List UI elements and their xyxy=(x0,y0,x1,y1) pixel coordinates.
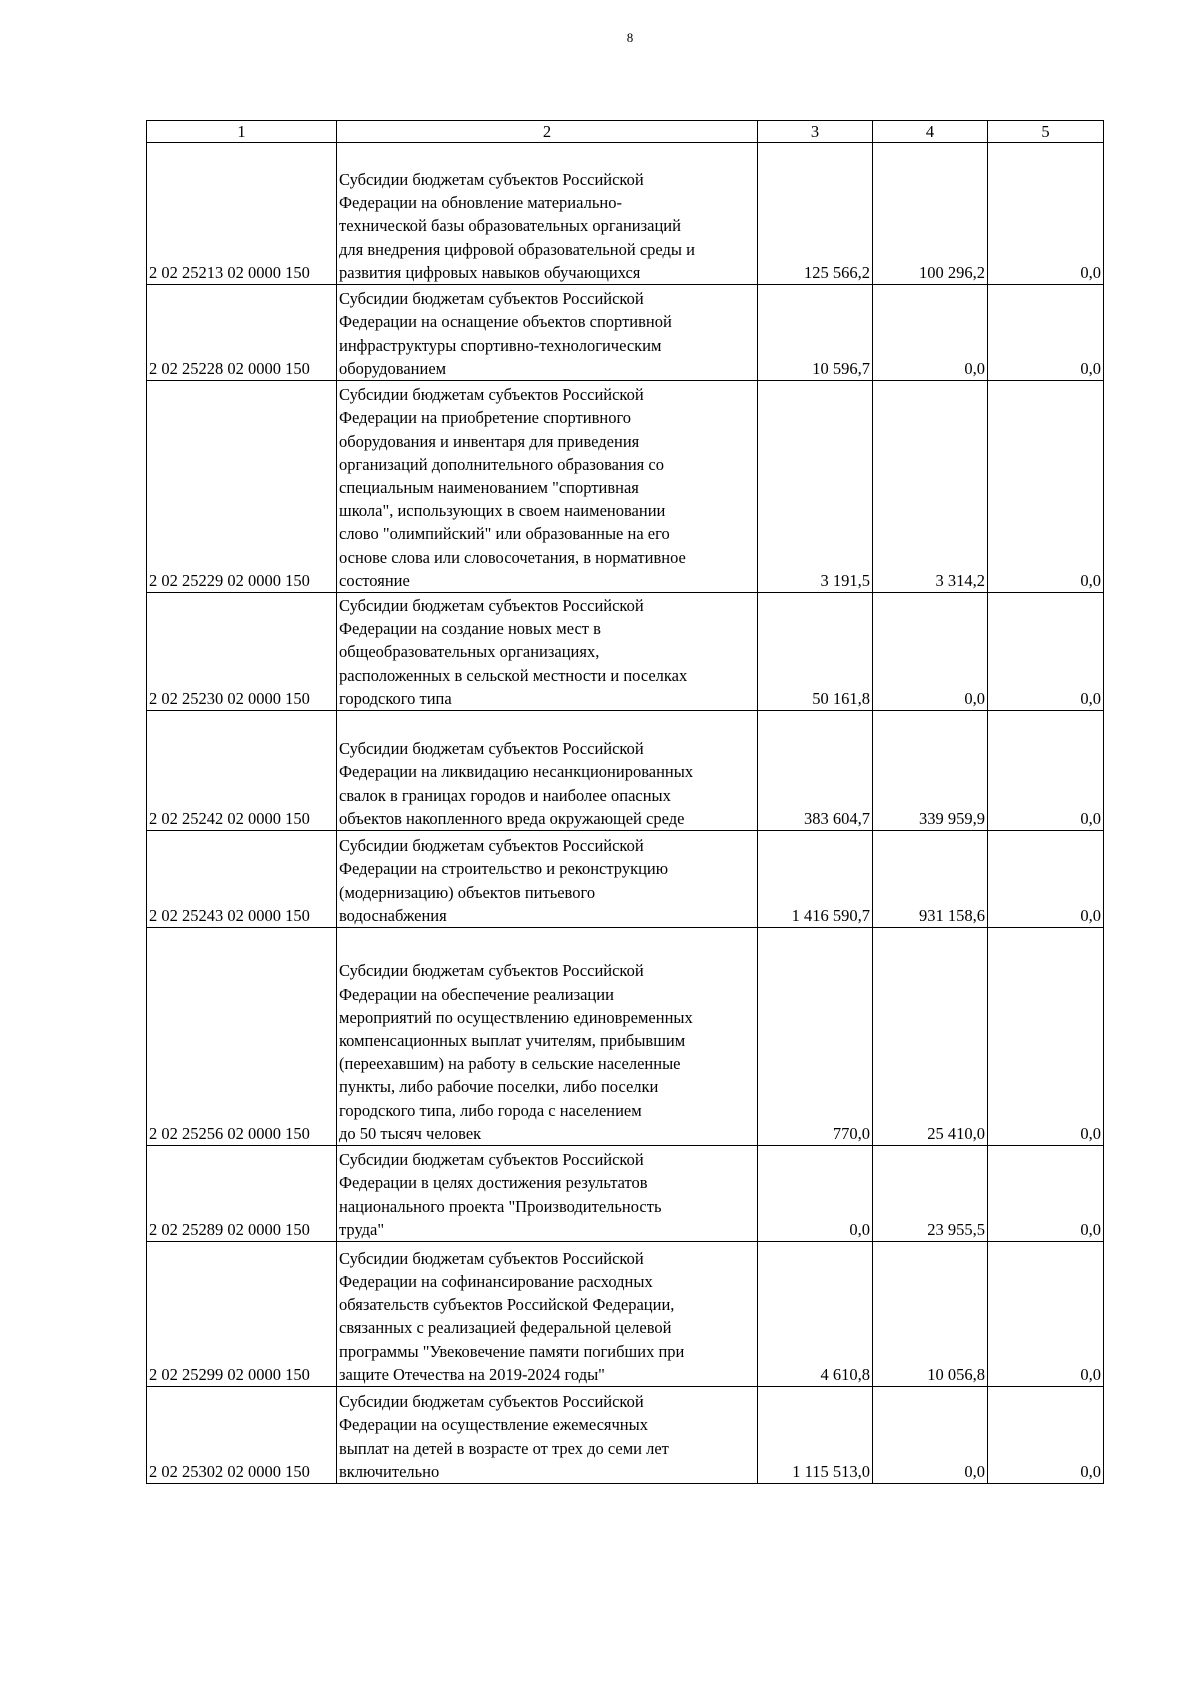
column-header-2: 2 xyxy=(337,121,758,143)
column-header-4: 4 xyxy=(873,121,988,143)
amount-col5-cell: 0,0 xyxy=(988,381,1104,593)
amount-col5-cell: 0,0 xyxy=(988,831,1104,928)
amount-col4-cell: 339 959,9 xyxy=(873,711,988,831)
amount-col3-cell: 770,0 xyxy=(758,928,873,1146)
amount-col3-cell: 50 161,8 xyxy=(758,593,873,711)
table-row xyxy=(147,1242,1104,1387)
table-row xyxy=(147,711,1104,831)
budget-code-cell: 2 02 25302 02 0000 150 xyxy=(147,1387,337,1484)
description-cell: Субсидии бюджетам субъектов Российской Федерации в целях достижения результатов национального проекта "Производительность труда" xyxy=(337,1146,758,1242)
column-header-3: 3 xyxy=(758,121,873,143)
amount-col3-cell: 3 191,5 xyxy=(758,381,873,593)
amount-col4-cell: 931 158,6 xyxy=(873,831,988,928)
amount-col5-cell: 0,0 xyxy=(988,1387,1104,1484)
column-header-1: 1 xyxy=(147,121,337,143)
table-row xyxy=(147,1387,1104,1484)
amount-col4-cell: 0,0 xyxy=(873,1387,988,1484)
amount-col3-cell: 383 604,7 xyxy=(758,711,873,831)
description-cell: Субсидии бюджетам субъектов Российской Федерации на обновление материально- технической базы образовательных организаций для внедрения цифровой образовательной среды и развития цифровых навыков обучающихся xyxy=(337,143,758,285)
budget-code-cell: 2 02 25289 02 0000 150 xyxy=(147,1146,337,1242)
description-cell: Субсидии бюджетам субъектов Российской Федерации на оснащение объектов спортивной инфраструктуры спортивно-технологическим оборудованием xyxy=(337,285,758,381)
page-number: 8 xyxy=(626,30,634,45)
description-cell: Субсидии бюджетам субъектов Российской Федерации на строительство и реконструкцию (модернизацию) объектов питьевого водоснабжения xyxy=(337,831,758,928)
amount-col5-cell: 0,0 xyxy=(988,1146,1104,1242)
description-cell: Субсидии бюджетам субъектов Российской Федерации на обеспечение реализации мероприятий по осуществлению единовременных компенсационных выплат учителям, прибывшим (переехавшим) на работу в сельские населенные пункты, либо рабочие поселки, либо поселки городского типа, либо города с населением до 50 тысяч человек xyxy=(337,928,758,1146)
amount-col3-cell: 1 416 590,7 xyxy=(758,831,873,928)
table-row xyxy=(147,285,1104,381)
budget-table xyxy=(146,120,1104,1484)
description-cell: Субсидии бюджетам субъектов Российской Федерации на ликвидацию несанкционированных свалок в границах городов и наиболее опасных объектов накопленного вреда окружающей среде xyxy=(337,711,758,831)
table-row xyxy=(147,1146,1104,1242)
budget-code-cell: 2 02 25243 02 0000 150 xyxy=(147,831,337,928)
amount-col3-cell: 0,0 xyxy=(758,1146,873,1242)
amount-col5-cell: 0,0 xyxy=(988,1242,1104,1387)
table-row xyxy=(147,593,1104,711)
budget-code-cell: 2 02 25256 02 0000 150 xyxy=(147,928,337,1146)
budget-code-cell: 2 02 25242 02 0000 150 xyxy=(147,711,337,831)
budget-code-cell: 2 02 25213 02 0000 150 xyxy=(147,143,337,285)
amount-col3-cell: 125 566,2 xyxy=(758,143,873,285)
table-row xyxy=(147,928,1104,1146)
amount-col5-cell: 0,0 xyxy=(988,928,1104,1146)
amount-col5-cell: 0,0 xyxy=(988,593,1104,711)
amount-col4-cell: 100 296,2 xyxy=(873,143,988,285)
amount-col4-cell: 10 056,8 xyxy=(873,1242,988,1387)
amount-col5-cell: 0,0 xyxy=(988,285,1104,381)
amount-col5-cell: 0,0 xyxy=(988,711,1104,831)
description-cell: Субсидии бюджетам субъектов Российской Федерации на приобретение спортивного оборудования и инвентаря для приведения организаций дополнительного образования со специальным наименованием "спортивная школа", использующих в своем наименовании слово "олимпийский" или образованные на его основе слова или словосочетания, в нормативное состояние xyxy=(337,381,758,593)
description-cell: Субсидии бюджетам субъектов Российской Федерации на софинансирование расходных обязательств субъектов Российской Федерации, связанных с реализацией федеральной целевой программы "Увековечение памяти погибших при защите Отечества на 2019-2024 годы" xyxy=(337,1242,758,1387)
description-cell: Субсидии бюджетам субъектов Российской Федерации на создание новых мест в общеобразовательных организациях, расположенных в сельской местности и поселках городского типа xyxy=(337,593,758,711)
budget-code-cell: 2 02 25299 02 0000 150 xyxy=(147,1242,337,1387)
table-row xyxy=(147,143,1104,285)
budget-code-cell: 2 02 25229 02 0000 150 xyxy=(147,381,337,593)
amount-col4-cell: 3 314,2 xyxy=(873,381,988,593)
amount-col4-cell: 0,0 xyxy=(873,285,988,381)
amount-col3-cell: 4 610,8 xyxy=(758,1242,873,1387)
table-row xyxy=(147,381,1104,593)
amount-col4-cell: 0,0 xyxy=(873,593,988,711)
description-cell: Субсидии бюджетам субъектов Российской Федерации на осуществление ежемесячных выплат на детей в возрасте от трех до семи лет включительно xyxy=(337,1387,758,1484)
budget-code-cell: 2 02 25228 02 0000 150 xyxy=(147,285,337,381)
amount-col4-cell: 25 410,0 xyxy=(873,928,988,1146)
column-header-5: 5 xyxy=(988,121,1104,143)
budget-code-cell: 2 02 25230 02 0000 150 xyxy=(147,593,337,711)
table-row xyxy=(147,831,1104,928)
amount-col5-cell: 0,0 xyxy=(988,143,1104,285)
amount-col3-cell: 10 596,7 xyxy=(758,285,873,381)
amount-col4-cell: 23 955,5 xyxy=(873,1146,988,1242)
amount-col3-cell: 1 115 513,0 xyxy=(758,1387,873,1484)
table-header-row xyxy=(147,121,1104,143)
